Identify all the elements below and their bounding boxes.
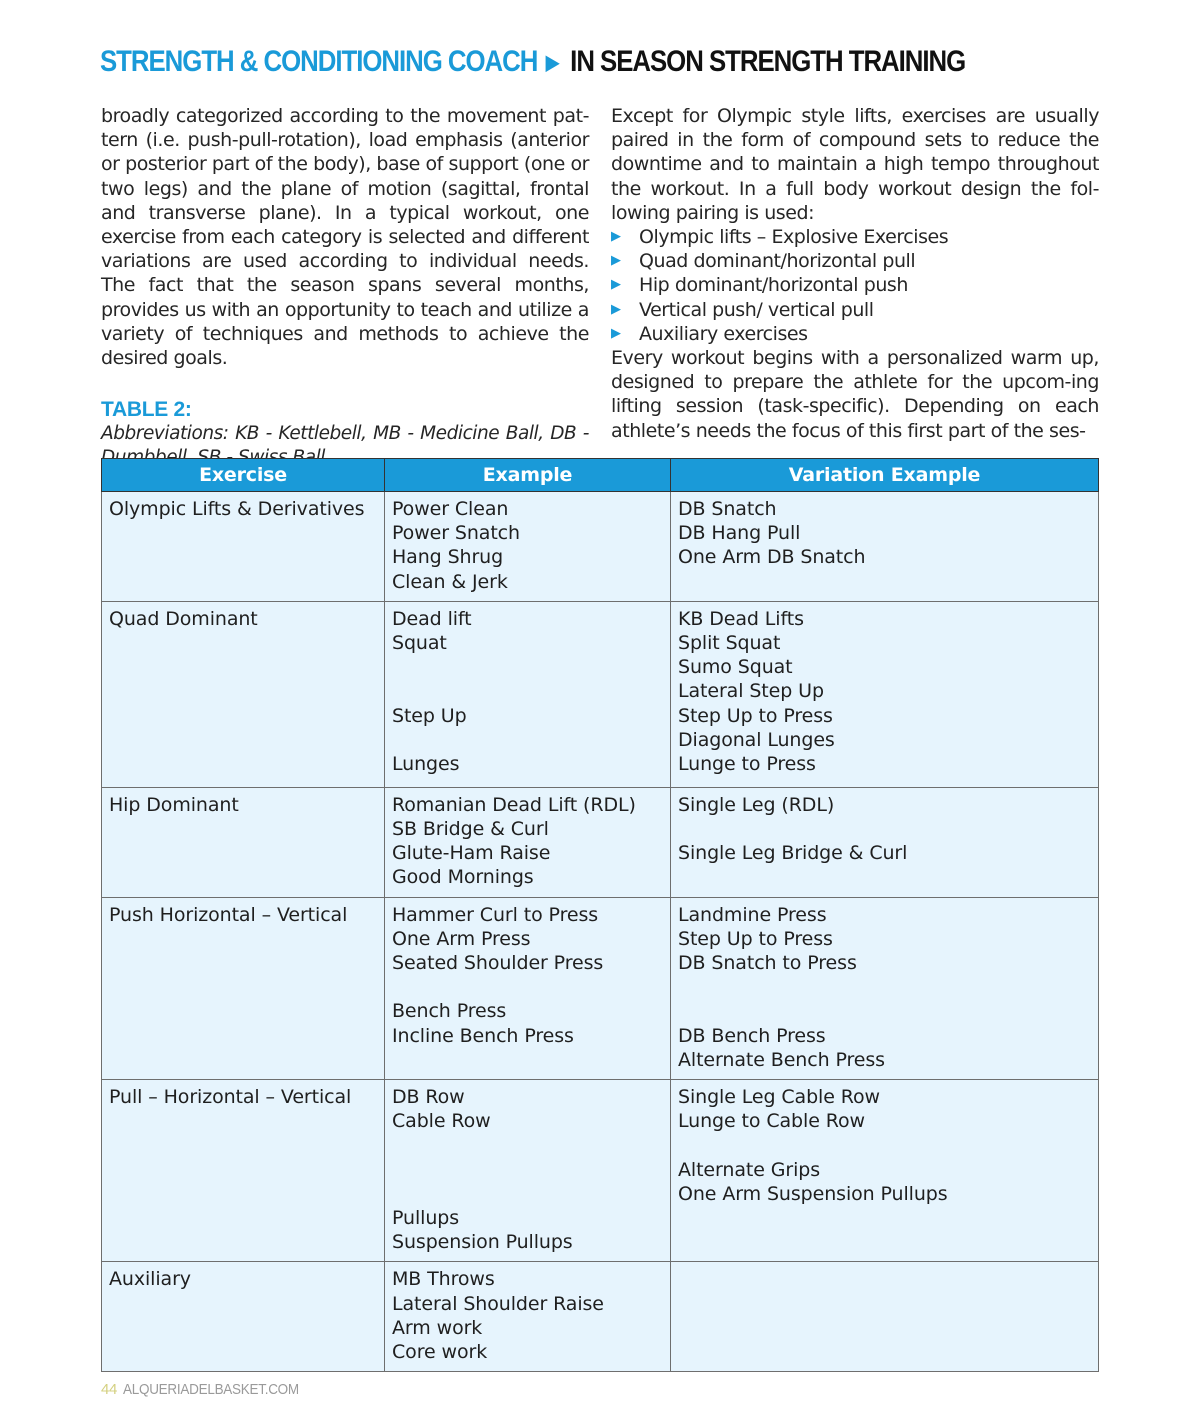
list-item-text: Vertical push/ vertical pull [639, 298, 874, 321]
cell-example: MB Throws Lateral Shoulder Raise Arm work Core work [385, 1262, 671, 1372]
closing-paragraph: Every workout begins with a personalized warm up, designed to prepare the athlete for the upcom-ing lifting session (task-specific). Depending on each athlete’s needs the focus of this first part of the ses- [611, 347, 1099, 442]
list-item [611, 298, 1099, 322]
pairing-list [611, 225, 1099, 346]
list-item [611, 273, 1099, 297]
table-row [102, 787, 1099, 897]
triangle-right-icon: ▶ [611, 253, 621, 269]
column-header-example: Example [385, 459, 671, 492]
list-item-text: Hip dominant/horizontal push [639, 274, 908, 297]
cell-variation: Single Leg Cable Row Lunge to Cable Row Alternate Grips One Arm Suspension Pullups [671, 1080, 1099, 1262]
cell-exercise: Auxiliary [102, 1262, 385, 1372]
table-row [102, 897, 1099, 1079]
table-row [102, 1080, 1099, 1262]
triangle-right-icon: ▶ [611, 325, 621, 341]
table-row [102, 1262, 1099, 1372]
cell-variation: DB Snatch DB Hang Pull One Arm DB Snatch [671, 492, 1099, 602]
list-item [611, 225, 1099, 249]
table-row [102, 601, 1099, 787]
website-link[interactable]: ALQUERIADELBASKET.COM [123, 1381, 299, 1398]
cell-exercise: Pull – Horizontal – Vertical [102, 1080, 385, 1262]
cell-variation: Landmine Press Step Up to Press DB Snatch to Press DB Bench Press Alternate Bench Press [671, 897, 1099, 1079]
list-item [611, 249, 1099, 273]
cell-example: Power Clean Power Snatch Hang Shrug Clean & Jerk [385, 492, 671, 602]
triangle-right-icon: ▶ [611, 277, 621, 293]
cell-exercise: Olympic Lifts & Derivatives [102, 492, 385, 602]
list-item [611, 322, 1099, 346]
table-header-row [102, 459, 1099, 492]
cell-example: Hammer Curl to Press One Arm Press Seated Shoulder Press Bench Press Incline Bench Press [385, 897, 671, 1079]
page-footer [101, 1381, 319, 1398]
column-header-variation: Variation Example [671, 459, 1099, 492]
list-item-text: Olympic lifts – Explosive Exercises [639, 226, 949, 249]
table-row [102, 492, 1099, 602]
cell-exercise: Push Horizontal – Vertical [102, 897, 385, 1079]
cell-variation: Single Leg (RDL) Single Leg Bridge & Curl [671, 787, 1099, 897]
page-title: IN SEASON STRENGTH TRAINING [570, 45, 966, 78]
table-caption: Abbreviations: KB - Kettlebell, MB - Medicine Ball, DB - [101, 423, 589, 445]
body-paragraph: broadly categorized according to the movement pat-tern (i.e. push-pull-rotation), load emphasis (anterior or posterior part of the body), base of support (one or two legs) and the plane of motion (sagittal, frontal and transverse plane). In a typical workout, one exercise from each category is selected and different variations are used according to individual needs. The fact that the season spans several months, provides us with an opportunity to teach and utilize a variety of techniques and methods to achieve the desired goals. [101, 105, 589, 370]
right-column [611, 104, 1099, 443]
list-item-text: Auxiliary exercises [639, 322, 808, 345]
column-header-exercise: Exercise [102, 459, 385, 492]
cell-exercise: Quad Dominant [102, 601, 385, 787]
exercise-table [101, 458, 1099, 1372]
page-header [100, 40, 965, 84]
list-item-text: Quad dominant/horizontal pull [639, 250, 916, 273]
cell-example: Dead lift Squat Step Up Lunges [385, 601, 671, 787]
intro-paragraph: Except for Olympic style lifts, exercises are usually paired in the form of compound sets to reduce the downtime and to maintain a high tempo throughout the workout. In a full body workout design the fol-lowing pairing is used: [611, 105, 1099, 224]
section-name: STRENGTH & CONDITIONING COACH [100, 45, 538, 78]
table-label: TABLE 2: [101, 398, 192, 422]
cell-variation [671, 1262, 1099, 1372]
triangle-right-icon: ▶ [611, 229, 621, 245]
page-number: 44 [101, 1381, 118, 1398]
triangle-right-icon: ▶ [545, 51, 559, 74]
cell-exercise: Hip Dominant [102, 787, 385, 897]
cell-example: DB Row Cable Row Pullups Suspension Pullups [385, 1080, 671, 1262]
triangle-right-icon: ▶ [611, 301, 621, 317]
cell-variation: KB Dead Lifts Split Squat Sumo Squat Lateral Step Up Step Up to Press Diagonal Lunges Lunge to Press [671, 601, 1099, 787]
left-column [101, 104, 589, 470]
cell-example: Romanian Dead Lift (RDL) SB Bridge & Curl Glute-Ham Raise Good Mornings [385, 787, 671, 897]
